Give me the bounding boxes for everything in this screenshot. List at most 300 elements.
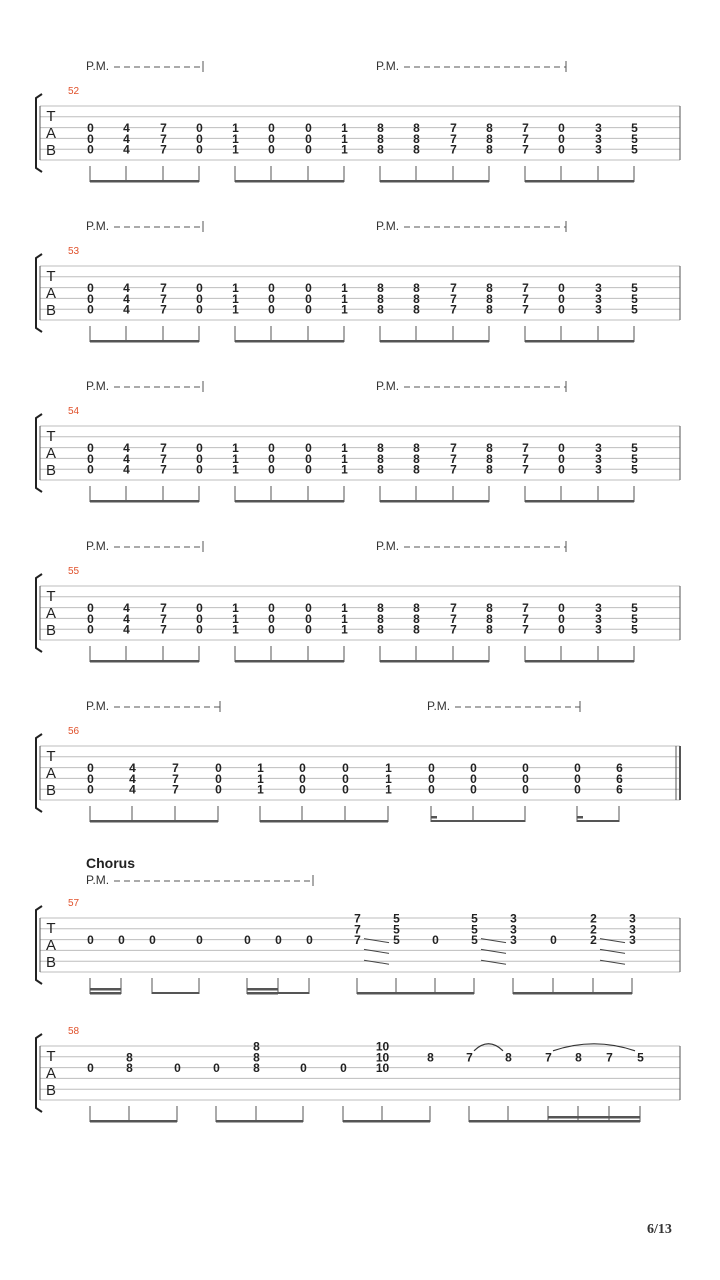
fret-number: 0 bbox=[306, 933, 313, 948]
fret-number: 8 bbox=[505, 1050, 512, 1065]
fret-number: 7 bbox=[450, 302, 457, 317]
fret-number: 7 bbox=[160, 302, 167, 317]
tab-letter: B bbox=[45, 462, 57, 479]
fret-number: 0 bbox=[87, 782, 94, 797]
fret-number: 0 bbox=[342, 782, 349, 797]
fret-number: 8 bbox=[413, 142, 420, 157]
fret-number: 7 bbox=[160, 451, 167, 466]
tab-letter: B bbox=[45, 142, 57, 159]
fret-number: 7 bbox=[160, 142, 167, 157]
fret-number: 8 bbox=[486, 142, 493, 157]
beam bbox=[260, 820, 388, 823]
fret-number: 1 bbox=[341, 441, 348, 456]
fret-number: 3 bbox=[595, 462, 602, 477]
beam bbox=[235, 340, 344, 343]
fret-number: 7 bbox=[522, 121, 529, 136]
fret-number: 8 bbox=[486, 441, 493, 456]
beam bbox=[235, 500, 344, 503]
palm-mute-label: P.M. bbox=[376, 59, 400, 73]
fret-number: 8 bbox=[377, 451, 384, 466]
fret-number: 0 bbox=[196, 302, 203, 317]
fret-number: 1 bbox=[232, 451, 239, 466]
fret-number: 0 bbox=[305, 611, 312, 626]
fret-number: 7 bbox=[450, 131, 457, 146]
fret-number: 0 bbox=[558, 142, 565, 157]
fret-number: 1 bbox=[385, 771, 392, 786]
fret-number: 0 bbox=[196, 601, 203, 616]
fret-number: 7 bbox=[466, 1050, 473, 1065]
beam bbox=[431, 820, 525, 822]
fret-number: 0 bbox=[87, 281, 94, 296]
fret-number: 7 bbox=[160, 462, 167, 477]
fret-number: 0 bbox=[268, 291, 275, 306]
fret-number: 7 bbox=[450, 451, 457, 466]
fret-number: 3 bbox=[595, 611, 602, 626]
fret-number: 8 bbox=[377, 611, 384, 626]
fret-number: 0 bbox=[305, 302, 312, 317]
fret-number: 0 bbox=[87, 601, 94, 616]
fret-number: 8 bbox=[253, 1039, 260, 1054]
beam bbox=[525, 500, 634, 503]
fret-number: 1 bbox=[385, 782, 392, 797]
fret-number: 8 bbox=[413, 601, 420, 616]
fret-number: 0 bbox=[558, 611, 565, 626]
fret-number: 8 bbox=[413, 121, 420, 136]
fret-number: 8 bbox=[126, 1061, 133, 1076]
fret-number: 1 bbox=[341, 611, 348, 626]
fret-number: 8 bbox=[486, 302, 493, 317]
fret-number: 0 bbox=[299, 782, 306, 797]
fret-number: 0 bbox=[268, 462, 275, 477]
tab-letter: T bbox=[46, 920, 56, 937]
beam bbox=[278, 992, 309, 994]
fret-number: 0 bbox=[305, 131, 312, 146]
fret-number: 0 bbox=[305, 441, 312, 456]
fret-number: 7 bbox=[160, 611, 167, 626]
fret-number: 3 bbox=[595, 142, 602, 157]
fret-number: 7 bbox=[160, 131, 167, 146]
fret-number: 0 bbox=[87, 611, 94, 626]
fret-number: 3 bbox=[510, 933, 517, 948]
fret-number: 3 bbox=[595, 281, 602, 296]
fret-number: 5 bbox=[631, 302, 638, 317]
fret-number: 7 bbox=[354, 911, 361, 926]
fret-number: 4 bbox=[129, 771, 136, 786]
fret-number: 7 bbox=[522, 451, 529, 466]
fret-number: 0 bbox=[87, 462, 94, 477]
fret-number: 0 bbox=[340, 1061, 347, 1076]
beam-stub bbox=[431, 816, 437, 819]
measure-number: 56 bbox=[68, 726, 80, 737]
fret-number: 7 bbox=[450, 441, 457, 456]
fret-number: 0 bbox=[268, 611, 275, 626]
palm-mute-label: P.M. bbox=[86, 539, 110, 553]
tab-letter: T bbox=[46, 748, 56, 765]
measure-number: 54 bbox=[68, 406, 80, 417]
beam bbox=[90, 180, 199, 183]
tie-arc bbox=[474, 1044, 503, 1051]
fret-number: 1 bbox=[257, 782, 264, 797]
fret-number: 0 bbox=[550, 933, 557, 948]
fret-number: 7 bbox=[522, 131, 529, 146]
fret-number: 0 bbox=[196, 441, 203, 456]
tab-letter: B bbox=[45, 622, 57, 639]
fret-number: 1 bbox=[341, 131, 348, 146]
fret-number: 8 bbox=[377, 131, 384, 146]
fret-number: 0 bbox=[299, 771, 306, 786]
palm-mute-label: P.M. bbox=[86, 379, 110, 393]
fret-number: 0 bbox=[196, 281, 203, 296]
fret-number: 7 bbox=[160, 601, 167, 616]
fret-number: 0 bbox=[558, 462, 565, 477]
fret-number: 0 bbox=[305, 622, 312, 637]
fret-number: 0 bbox=[268, 302, 275, 317]
fret-number: 1 bbox=[341, 302, 348, 317]
tab-letter: T bbox=[46, 268, 56, 285]
fret-number: 0 bbox=[87, 622, 94, 637]
fret-number: 0 bbox=[268, 121, 275, 136]
beam bbox=[343, 1120, 430, 1123]
palm-mute-label: P.M. bbox=[86, 59, 110, 73]
fret-number: 0 bbox=[87, 771, 94, 786]
fret-number: 4 bbox=[123, 291, 130, 306]
fret-number: 7 bbox=[450, 121, 457, 136]
fret-number: 8 bbox=[253, 1050, 260, 1065]
fret-number: 8 bbox=[486, 121, 493, 136]
fret-number: 1 bbox=[232, 121, 239, 136]
fret-number: 7 bbox=[354, 933, 361, 948]
fret-number: 0 bbox=[87, 451, 94, 466]
fret-number: 0 bbox=[149, 933, 156, 948]
fret-number: 0 bbox=[268, 451, 275, 466]
fret-number: 0 bbox=[87, 291, 94, 306]
beam bbox=[380, 660, 489, 663]
fret-number: 1 bbox=[232, 131, 239, 146]
beam bbox=[90, 988, 121, 991]
fret-number: 0 bbox=[558, 302, 565, 317]
fret-number: 7 bbox=[522, 302, 529, 317]
fret-number: 7 bbox=[522, 441, 529, 456]
fret-number: 0 bbox=[558, 441, 565, 456]
fret-number: 1 bbox=[341, 121, 348, 136]
fret-number: 3 bbox=[629, 933, 636, 948]
fret-number: 5 bbox=[393, 911, 400, 926]
fret-number: 3 bbox=[629, 911, 636, 926]
fret-number: 1 bbox=[341, 451, 348, 466]
page-number: 6/13 bbox=[647, 1222, 672, 1237]
fret-number: 0 bbox=[174, 1061, 181, 1076]
beam bbox=[380, 180, 489, 183]
fret-number: 3 bbox=[595, 121, 602, 136]
fret-number: 2 bbox=[590, 922, 597, 937]
fret-number: 8 bbox=[413, 611, 420, 626]
fret-number: 5 bbox=[631, 601, 638, 616]
measure-number: 58 bbox=[68, 1026, 80, 1037]
fret-number: 8 bbox=[413, 441, 420, 456]
fret-number: 0 bbox=[196, 933, 203, 948]
fret-number: 3 bbox=[510, 922, 517, 937]
fret-number: 1 bbox=[232, 611, 239, 626]
beam bbox=[357, 992, 474, 995]
tab-letter: B bbox=[45, 954, 57, 971]
fret-number: 10 bbox=[375, 1050, 390, 1065]
fret-number: 4 bbox=[123, 302, 130, 317]
fret-number: 0 bbox=[305, 142, 312, 157]
fret-number: 8 bbox=[575, 1050, 582, 1065]
fret-number: 4 bbox=[123, 601, 130, 616]
fret-number: 0 bbox=[244, 933, 251, 948]
fret-number: 1 bbox=[341, 622, 348, 637]
fret-number: 8 bbox=[413, 291, 420, 306]
fret-number: 0 bbox=[558, 622, 565, 637]
beam bbox=[548, 1116, 640, 1119]
fret-number: 8 bbox=[486, 451, 493, 466]
fret-number: 0 bbox=[215, 782, 222, 797]
fret-number: 1 bbox=[257, 761, 264, 776]
fret-number: 10 bbox=[375, 1061, 390, 1076]
fret-number: 0 bbox=[470, 761, 477, 776]
fret-number: 3 bbox=[595, 451, 602, 466]
fret-number: 1 bbox=[232, 291, 239, 306]
fret-number: 0 bbox=[268, 131, 275, 146]
fret-number: 1 bbox=[341, 291, 348, 306]
fret-number: 3 bbox=[595, 131, 602, 146]
fret-number: 6 bbox=[616, 761, 623, 776]
beam bbox=[90, 340, 199, 343]
fret-number: 0 bbox=[558, 281, 565, 296]
fret-number: 8 bbox=[486, 291, 493, 306]
fret-number: 8 bbox=[377, 121, 384, 136]
fret-number: 0 bbox=[558, 131, 565, 146]
fret-number: 0 bbox=[432, 933, 439, 948]
fret-number: 0 bbox=[522, 782, 529, 797]
fret-number: 7 bbox=[522, 291, 529, 306]
fret-number: 1 bbox=[232, 622, 239, 637]
tab-letter: T bbox=[46, 1048, 56, 1065]
measure-number: 55 bbox=[68, 566, 80, 577]
fret-number: 8 bbox=[253, 1061, 260, 1076]
fret-number: 5 bbox=[471, 933, 478, 948]
fret-number: 4 bbox=[123, 622, 130, 637]
beam bbox=[90, 1120, 177, 1123]
fret-number: 10 bbox=[375, 1039, 390, 1054]
fret-number: 0 bbox=[275, 933, 282, 948]
beam bbox=[469, 1120, 640, 1123]
palm-mute-label: P.M. bbox=[376, 539, 400, 553]
fret-number: 0 bbox=[305, 462, 312, 477]
fret-number: 0 bbox=[428, 761, 435, 776]
fret-number: 3 bbox=[595, 622, 602, 637]
fret-number: 0 bbox=[522, 761, 529, 776]
fret-number: 0 bbox=[305, 451, 312, 466]
fret-number: 5 bbox=[471, 911, 478, 926]
fret-number: 7 bbox=[450, 281, 457, 296]
fret-number: 4 bbox=[123, 611, 130, 626]
fret-number: 5 bbox=[631, 131, 638, 146]
fret-number: 0 bbox=[558, 451, 565, 466]
fret-number: 8 bbox=[413, 622, 420, 637]
fret-number: 1 bbox=[341, 142, 348, 157]
fret-number: 7 bbox=[450, 611, 457, 626]
fret-number: 5 bbox=[631, 121, 638, 136]
fret-number: 0 bbox=[87, 1061, 94, 1076]
fret-number: 8 bbox=[377, 142, 384, 157]
fret-number: 7 bbox=[160, 121, 167, 136]
fret-number: 8 bbox=[486, 601, 493, 616]
fret-number: 6 bbox=[616, 771, 623, 786]
fret-number: 0 bbox=[470, 771, 477, 786]
fret-number: 0 bbox=[299, 761, 306, 776]
fret-number: 0 bbox=[268, 601, 275, 616]
fret-number: 5 bbox=[631, 462, 638, 477]
fret-number: 1 bbox=[232, 462, 239, 477]
fret-number: 8 bbox=[377, 291, 384, 306]
fret-number: 7 bbox=[172, 782, 179, 797]
fret-number: 0 bbox=[87, 121, 94, 136]
fret-number: 8 bbox=[486, 281, 493, 296]
fret-number: 0 bbox=[558, 601, 565, 616]
fret-number: 1 bbox=[341, 281, 348, 296]
fret-number: 5 bbox=[631, 451, 638, 466]
fret-number: 0 bbox=[305, 281, 312, 296]
fret-number: 7 bbox=[160, 281, 167, 296]
fret-number: 2 bbox=[590, 911, 597, 926]
beam bbox=[577, 820, 619, 822]
fret-number: 4 bbox=[129, 761, 136, 776]
fret-number: 0 bbox=[196, 142, 203, 157]
beam bbox=[380, 340, 489, 343]
fret-number: 0 bbox=[118, 933, 125, 948]
fret-number: 3 bbox=[595, 291, 602, 306]
beam bbox=[235, 180, 344, 183]
fret-number: 5 bbox=[637, 1050, 644, 1065]
fret-number: 4 bbox=[123, 281, 130, 296]
fret-number: 3 bbox=[510, 911, 517, 926]
fret-number: 7 bbox=[160, 622, 167, 637]
beam bbox=[247, 992, 278, 995]
fret-number: 0 bbox=[215, 761, 222, 776]
fret-number: 1 bbox=[341, 601, 348, 616]
fret-number: 0 bbox=[300, 1061, 307, 1076]
fret-number: 0 bbox=[574, 771, 581, 786]
tab-letter: A bbox=[45, 125, 57, 142]
fret-number: 0 bbox=[87, 933, 94, 948]
fret-number: 3 bbox=[629, 922, 636, 937]
fret-number: 8 bbox=[486, 622, 493, 637]
fret-number: 0 bbox=[87, 302, 94, 317]
tab-letter: A bbox=[45, 285, 57, 302]
fret-number: 8 bbox=[377, 601, 384, 616]
fret-number: 2 bbox=[590, 933, 597, 948]
fret-number: 0 bbox=[196, 622, 203, 637]
fret-number: 8 bbox=[486, 611, 493, 626]
fret-number: 7 bbox=[606, 1050, 613, 1065]
beam bbox=[90, 992, 121, 995]
fret-number: 0 bbox=[87, 131, 94, 146]
fret-number: 7 bbox=[172, 761, 179, 776]
fret-number: 7 bbox=[450, 291, 457, 306]
fret-number: 7 bbox=[450, 462, 457, 477]
tab-letter: A bbox=[45, 1065, 57, 1082]
fret-number: 8 bbox=[427, 1050, 434, 1065]
fret-number: 8 bbox=[486, 131, 493, 146]
fret-number: 5 bbox=[393, 933, 400, 948]
tab-letter: B bbox=[45, 302, 57, 319]
beam bbox=[525, 180, 634, 183]
measure-number: 57 bbox=[68, 898, 80, 909]
fret-number: 0 bbox=[558, 291, 565, 306]
fret-number: 4 bbox=[123, 462, 130, 477]
fret-number: 8 bbox=[413, 302, 420, 317]
palm-mute-label: P.M. bbox=[376, 219, 400, 233]
fret-number: 7 bbox=[450, 142, 457, 157]
fret-number: 6 bbox=[616, 782, 623, 797]
fret-number: 0 bbox=[196, 611, 203, 626]
fret-number: 0 bbox=[87, 441, 94, 456]
fret-number: 7 bbox=[450, 622, 457, 637]
fret-number: 7 bbox=[522, 142, 529, 157]
fret-number: 7 bbox=[450, 601, 457, 616]
fret-number: 7 bbox=[172, 771, 179, 786]
fret-number: 4 bbox=[123, 441, 130, 456]
fret-number: 4 bbox=[123, 121, 130, 136]
fret-number: 8 bbox=[413, 451, 420, 466]
fret-number: 4 bbox=[129, 782, 136, 797]
section-label: Chorus bbox=[86, 855, 135, 871]
fret-number: 4 bbox=[123, 142, 130, 157]
fret-number: 8 bbox=[413, 131, 420, 146]
palm-mute-label: P.M. bbox=[376, 379, 400, 393]
fret-number: 5 bbox=[631, 281, 638, 296]
fret-number: 0 bbox=[196, 121, 203, 136]
fret-number: 5 bbox=[631, 622, 638, 637]
palm-mute-label: P.M. bbox=[86, 219, 110, 233]
tab-letter: T bbox=[46, 108, 56, 125]
beam bbox=[247, 988, 278, 991]
fret-number: 7 bbox=[354, 922, 361, 937]
fret-number: 0 bbox=[87, 142, 94, 157]
tab-letter: T bbox=[46, 428, 56, 445]
fret-number: 0 bbox=[428, 782, 435, 797]
palm-mute-label: P.M. bbox=[86, 873, 110, 887]
fret-number: 8 bbox=[126, 1050, 133, 1065]
fret-number: 0 bbox=[196, 291, 203, 306]
fret-number: 0 bbox=[574, 761, 581, 776]
fret-number: 7 bbox=[522, 601, 529, 616]
fret-number: 3 bbox=[595, 302, 602, 317]
fret-number: 4 bbox=[123, 451, 130, 466]
fret-number: 0 bbox=[574, 782, 581, 797]
tab-letter: A bbox=[45, 937, 57, 954]
tab-letter: B bbox=[45, 782, 57, 799]
fret-number: 0 bbox=[196, 462, 203, 477]
fret-number: 8 bbox=[377, 302, 384, 317]
fret-number: 0 bbox=[268, 441, 275, 456]
fret-number: 8 bbox=[413, 462, 420, 477]
fret-number: 5 bbox=[631, 441, 638, 456]
fret-number: 5 bbox=[393, 922, 400, 937]
fret-number: 4 bbox=[123, 131, 130, 146]
beam bbox=[90, 660, 199, 663]
beam bbox=[235, 660, 344, 663]
fret-number: 1 bbox=[257, 771, 264, 786]
palm-mute-label: P.M. bbox=[86, 699, 110, 713]
fret-number: 7 bbox=[522, 281, 529, 296]
fret-number: 5 bbox=[471, 922, 478, 937]
beam bbox=[90, 500, 199, 503]
fret-number: 3 bbox=[595, 441, 602, 456]
fret-number: 0 bbox=[305, 291, 312, 306]
